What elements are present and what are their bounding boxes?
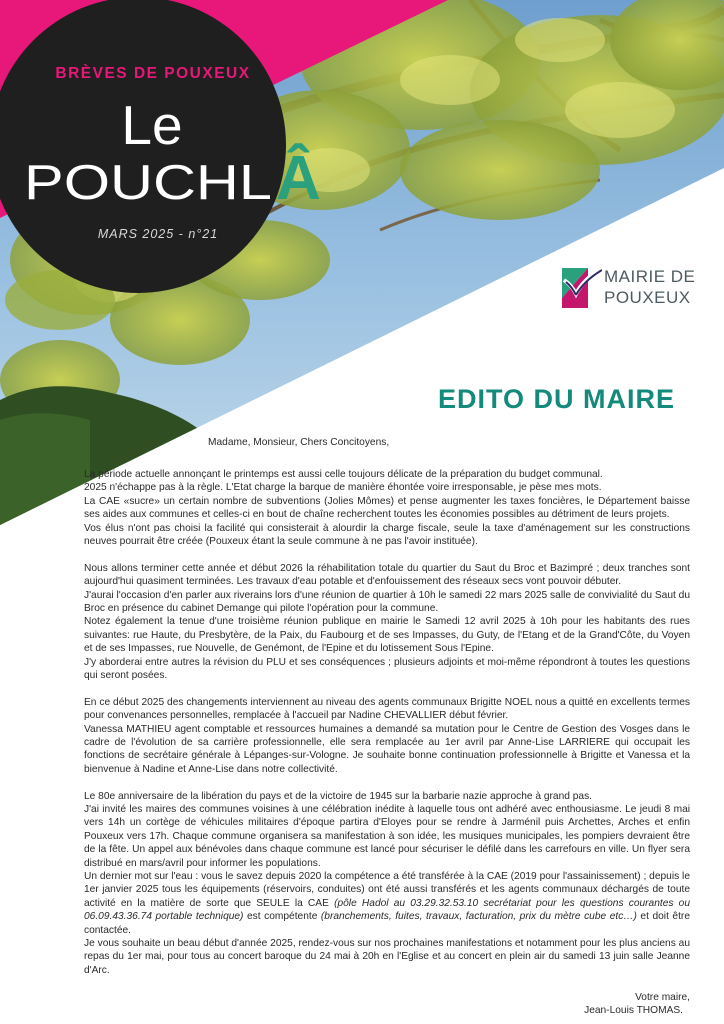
paragraph: En ce début 2025 des changements interviennent au niveau des agents communaux Brigitte NOEL nous a quitté en excellents termes pour convenances personnelles, remplacée à l'accueil par Nadine CHEVALLIER début février. [84,696,690,722]
text-run: et doit être contactée. [84,911,690,936]
masthead-title-le: Le [121,94,183,156]
masthead-title-main: POUCHL [24,156,272,210]
paragraph: J'ai invité les maires des communes voisines à une célébration inédite à laquelle tous ont adhéré avec enthousiasme. Le jeudi 8 mai vers 14h un cortège de véhicules militaires d'époque partira d'Eloyes pour se rendre à Jarménil puis Archettes, Arches et enfin Pouxeux vers 17h. Chaque commune organisera sa manifestation à son idée, les musiques municipales, les pompiers devraient être de la fête. Un appel aux bénévoles dans chaque commune est lancé pour sécuriser le défilé dans les carrefours en ville. Un flyer sera distribué en mars/avril pour informer les populations. [84,804,690,869]
signature-line1: Votre maire, [635,991,690,1003]
paragraph: Vos élus n'ont pas choisi la facilité qui consisterait à alourdir la charge fiscale, seule la taxe d'aménagement sur les constructions neuves pourrait être créée (Pouxeux étant la seule commune à ne pas l'avoir instituée). [84,522,690,547]
edito-body [84,436,690,1018]
signature-name: Jean-Louis THOMAS. [584,1005,683,1017]
text-run: Un dernier mot sur l'eau : vous le savez depuis 2020 la compétence a été transférée à la CAE (2019 pour l'assainissement) ; depuis le 1er janvier 2025 tous les équipements (réservoirs, conduites) ont été aussi transférés et les agents communaux déchargés de toute activité en la matière de sorte que SEULE la CAE [84,871,690,909]
mairie-logo [562,264,712,312]
edito-heading: EDITO DU MAIRE [438,384,676,414]
paragraph-water [84,870,690,937]
paragraph: La période actuelle annonçant le printemps est aussi celle toujours délicate de la préparation du budget communal. [84,468,603,480]
text-run: est compétente [243,911,321,923]
paragraph: Je vous souhaite un beau début d'année 2025, rendez-vous sur nos prochaines manifestations et notamment pour les plus anciens au repas du 1er mai, pour tous au concert baroque du 24 mai à 20h en l'Eglise et au concert en plein air du samedi 13 juin salle Jeanne d'Arc. [84,938,690,976]
masthead-title-accent: Â [276,144,321,213]
paragraph: Nous allons terminer cette année et début 2026 la réhabilitation totale du quartier du Saut du Broc et Bazimpré ; deux tranches sont aujourd'hui quasiment terminées. Les travaux d'eau potable et d'enfouissement des réseaux secs vont pouvoir débuter. [84,562,690,588]
paragraph: 2025 n'échappe pas à la règle. L'Etat charge la barque de manière éhontée voire irresponsable, je pèse mes mots. [84,482,602,494]
paragraph: Le 80e anniversaire de la libération du pays et de la victoire de 1945 sur la barbarie nazie approche à grand pas. [84,790,593,802]
masthead-kicker: BRÈVES DE POUXEUX [55,65,251,82]
paragraph: J'y aborderai entre autres la révision du PLU et ses conséquences ; plusieurs adjoints et moi-même répondront à toutes les questions qui seront posées. [84,656,690,681]
logo-text-line2: POUXEUX [604,288,691,307]
paragraph: La CAE «sucre» un certain nombre de subventions (Jolies Mômes) et pense augmenter les taxes foncières, le Département baisse ses aides aux communes et celles-ci en bout de chaîne recherchent toutes les économies possibles au détriment de leurs projets. [84,495,690,521]
contact-details: (pôle Hadol au 03.29.32.53.10 secrétariat pour les questions courantes ou 06.09.43.36.74 portable technique) [84,897,690,923]
competence-details: (branchements, fuites, travaux, facturation, prix du mètre cube etc…) [320,911,637,923]
paragraph: J'aurai l'occasion d'en parler aux riverains lors d'une réunion de quartier à 10h le samedi 22 mars 2025 salle de convivialité du Saut du Broc en présence du cabinet Demange qui pilote l'opération pour la commune. [84,589,690,614]
logo-text-line1: MAIRIE DE [604,267,696,286]
paragraph: Notez également la tenue d'une troisième réunion publique en mairie le Samedi 12 avril 2025 à 10h pour les habitants des rues suivantes: rue Haute, du Presbytère, de la Paix, du Faubourg et de ses Impasses, du Guty, de l'Etang et de la Grand'Côte, du Voyen et de ses Impasses, rue Nouvelle, de Genémont, de l'Epine et du lotissement Sous l'Epine. [84,616,690,655]
mairie-logo-icon [562,264,602,308]
issue-date: MARS 2025 - n°21 [97,227,219,241]
greeting: Madame, Monsieur, Chers Concitoyens, [208,437,390,448]
paragraph: Vanessa MATHIEU agent comptable et ressources humaines a demandé sa mutation pour le Centre de Gestion des Vosges dans le cadre de l'évolution de sa carrière professionnelle, elle sera remplacée au 1er avril par Anne-Lise LARRIERE qui occupait les fonctions de secrétaire générale à Lépanges-sur-Vologne. Je souhaite bonne continuation professionnelle à Brigitte et Vanessa et la bienvenue à Nadine et Anne-Lise dans notre collectivité. [84,723,690,775]
